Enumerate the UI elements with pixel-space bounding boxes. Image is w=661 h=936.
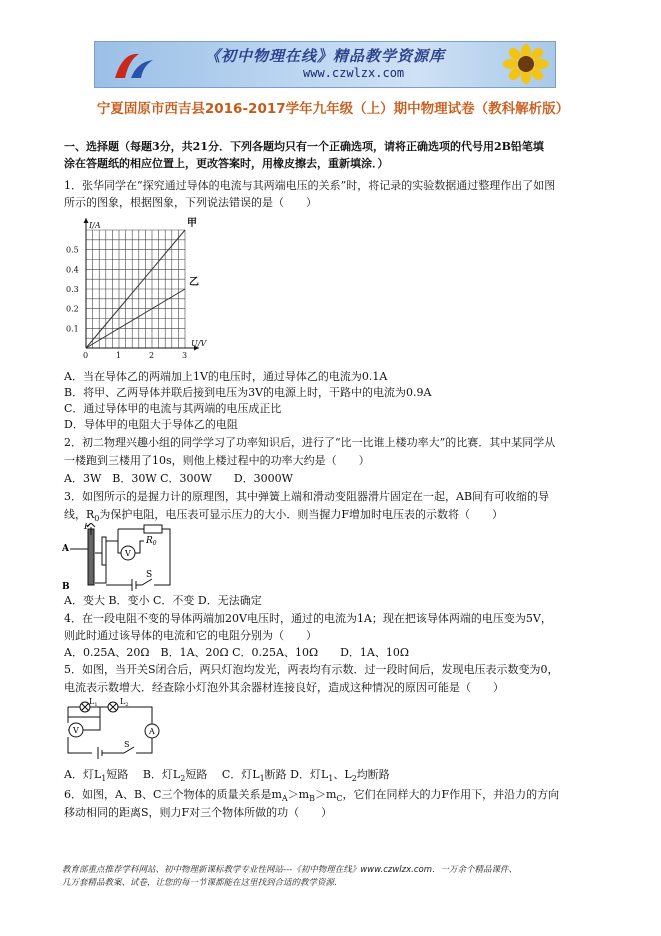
q5-stem-line1: 5．如图，当开关S闭合后，两只灯泡均发光，两表均有示数．过一段时间后，发现电压表示数变为0， [64,663,559,676]
chart-y-arrow-icon [84,218,89,223]
document-title: 宁夏固原市西吉县2016-2017学年九年级（上）期中物理试卷（教科解析版） [96,101,570,117]
chart-x-tick-label: 1 [116,351,122,360]
chart-x-tick-label: 0 [83,351,89,360]
q4-stem-line2: 则此时通过该导体的电流和它的电阻分别为（ ） [64,629,317,642]
q3-switch-label: S [146,570,153,580]
q3-grip-meter-circuit [62,523,174,591]
q5-lamp-circuit [62,697,162,763]
chart-series-label: 乙 [189,277,199,288]
chart-y-tick-label: 0.5 [66,245,79,255]
q6-stem-line2: 移动相同的距离S，则力F对三个物体所做的功（ ） [64,806,333,819]
chart-y-tick-label: 0.4 [66,265,79,275]
q5-switch-label: S [124,740,130,749]
q6-stem-line1: 6．如图，A、B、C三个物体的质量关系是$m_A>m_B>m_C$，它们在同样大的力F作用下，并沿力的方向 [64,788,560,804]
footer [62,864,517,890]
chart-x-axis-label: U/V [191,339,207,348]
q3-label-r0: $R_0$ [146,536,157,547]
chart-y-tick-label: 0.1 [66,324,79,334]
header-banner [94,41,556,88]
site-logo-icon [109,48,157,82]
q3-label-a: A [62,544,69,554]
q5-label-l1: $L_1$ [89,697,98,708]
q5-stem-line2: 电流表示数增大．经查除小灯泡外其余器材连接良好，造成这种情况的原因可能是（ ） [64,681,504,694]
q4-stem-line1: 4．在一段电阻不变的导体两端加20V电压时，通过的电流为1A；现在把该导体两端的电压变为5V， [64,612,552,625]
q5-option-c: C．灯$L_1$断路 [221,768,287,784]
banner-title: 《初中物理在线》精品教学资源库 [205,47,446,65]
q1-option-d: D．导体甲的电阻大于导体乙的电阻 [64,418,238,431]
q1-iu-chart [64,213,214,365]
q3-options: A．变大 B．变小 C．不变 D．无法确定 [64,594,262,607]
q2-stem-line1: 2．初二物理兴趣小组的同学学习了功率知识后，进行了“比一比谁上楼功率大”的比赛．其中某同学从 [64,436,556,449]
chart-y-axis-label: I/A [89,221,101,230]
q5-option-b: B．灯$L_2$短路 [142,768,208,784]
q1-option-b: B．将甲、乙两导体并联后接到电压为3V的电源上时，干路中的电流为0.9A [64,386,432,399]
chart-x-tick-label: 2 [149,351,155,360]
banner-url: www.czwlzx.com [303,66,405,80]
chart-y-tick-label: 0.3 [66,285,79,294]
q3-label-b: B [62,582,70,591]
q5-ammeter-label: A [149,727,155,736]
chart-x-tick-label: 3 [182,351,188,360]
footer-line2: 几万套精品教案、试卷，让您的每一节课都能在这里找到合适的教学资源． [62,878,343,888]
q2-stem-line2: 一楼跑到三楼用了10s，则他上楼过程中的功率大约是（ ） [64,454,370,467]
chart-series-label: 甲 [187,218,197,229]
q1-stem-line2: 所示的图象，根据图象，下列说法错误的是（ ） [64,196,317,209]
q1-stem-line1: 1．张华同学在“探究通过导体的电流与其两端电压的关系”时，将记录的实验数据通过整理作出了如图 [64,179,556,192]
q4-options: A．0.25A、20Ω B．1A、20Ω C．0.25A、10Ω D．1A、10Ω [64,646,409,659]
chart-y-tick-label: 0.2 [66,304,79,314]
q5-option-a: A．灯$L_1$短路 [64,768,129,784]
q3-voltmeter-label: V [125,549,131,558]
q3-stem-line2: 线，$R_0$为保护电阻，电压表可显示压力的大小．则当握力F增加时电压表的示数将（ ） [64,508,504,524]
section-heading-line1: 一、选择题（每题3分，共21分．下列各题均只有一个正确选项，请将正确选项的代号用2B铅笔填 [64,140,544,153]
q1-option-a: A．当在导体乙的两端加上1V的电压时，通过导体乙的电流为0.1A [64,370,388,383]
q5-voltmeter-label: V [73,726,79,735]
sunflower-icon [503,44,549,84]
footer-line1: 教育部重点推荐学科网站、初中物理新课标教学专业性网站---《初中物理在线》www.czwlzx.com．一万余个精品课件、 [62,865,518,875]
q5-label-l2: $L_2$ [120,697,129,708]
q5-options [64,766,390,787]
q3-label-f: F [84,523,91,532]
q1-option-c: C．通过导体甲的电流与其两端的电压成正比 [64,402,282,415]
q5-option-d: D．灯$L_1$、$L_2$均断路 [290,768,390,784]
q2-options: A．3W B．30W C．300W D．3000W [64,472,293,485]
section-heading-line2: 涂在答题纸的相应位置上，更改答案时，用橡皮擦去，重新填涂．） [64,157,389,170]
q3-stem-line1: 3．如图所示的是握力计的原理图，其中弹簧上端和滑动变阻器滑片固定在一起，AB间有可收缩的导 [64,490,550,503]
